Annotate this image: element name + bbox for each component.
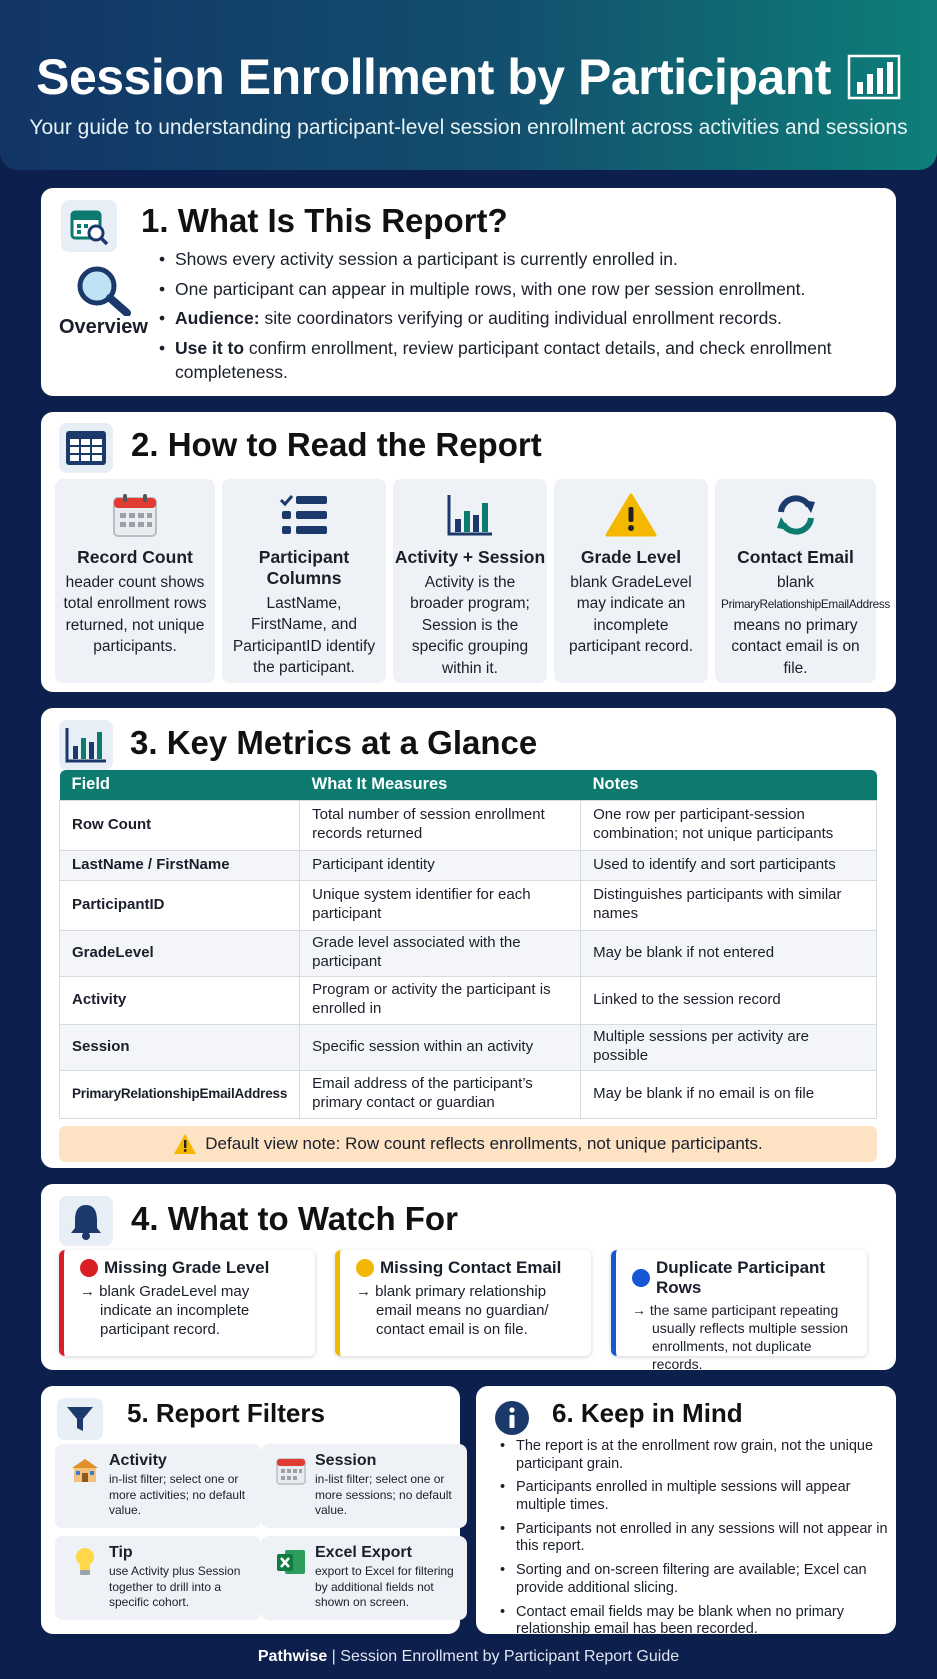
warning-icon — [605, 492, 657, 538]
keep-in-mind-list — [500, 1438, 890, 1645]
footer-brand: Pathwise — [257, 1648, 328, 1665]
page-footer — [0, 1648, 937, 1666]
calendar-icon — [112, 492, 158, 538]
tile-participant-columns — [222, 479, 386, 683]
column-header: Notes — [581, 770, 877, 800]
tile-text: Activity is the broader program; Session is the specific grouping within it. — [410, 574, 530, 677]
column-header: What It Measures — [300, 770, 581, 800]
filter-icon — [57, 1398, 103, 1440]
watch-missing-email: Missing Contact Email → blank primary relationship email means no guardian/ contact email is on file. — [335, 1250, 591, 1356]
bell-icon — [59, 1196, 113, 1246]
page-title: Session Enrollment by Participant — [36, 49, 831, 105]
list-item: • Use it to confirm enrollment, review participant contact details, and check enrollment completeness. — [159, 337, 919, 384]
list-item: • Participants enrolled in multiple sessions will appear multiple times. — [500, 1479, 890, 1514]
filter-activity: Activity in-list filter; select one or more activities; no default value. — [55, 1444, 261, 1528]
section-keep-in-mind — [476, 1386, 896, 1638]
section-title: 6. Keep in Mind — [552, 1398, 743, 1428]
tile-title: Activity + Session — [394, 547, 546, 567]
tile-activity-session — [393, 479, 547, 683]
bar-chart-icon — [446, 493, 494, 537]
section-what-is — [41, 188, 896, 396]
red-dot-icon — [80, 1259, 98, 1277]
what-is-list — [159, 248, 919, 390]
tile-title: Contact Email — [737, 547, 854, 567]
tile-title: Record Count — [77, 547, 193, 567]
list-item: • One participant can appear in multiple rows, with one row per session enrollment. — [159, 278, 919, 302]
tile-text: header count shows total enrollment rows returned, not unique participants. — [63, 574, 207, 656]
list-item: • Participants not enrolled in any sessions will not appear in this report. — [500, 1521, 890, 1556]
section-key-metrics — [41, 708, 896, 1168]
read-tiles — [55, 479, 891, 683]
calendar-search-icon — [61, 200, 117, 252]
footer-text: | Session Enrollment by Participant Report Guide — [327, 1648, 680, 1665]
page-header — [0, 0, 937, 170]
section-report-filters — [41, 1386, 460, 1634]
list-icon — [279, 493, 329, 537]
tile-text: blank GradeLevel may indicate an incomplete participant record. — [568, 574, 694, 656]
list-item: • Shows every activity session a participant is currently enrolled in. — [159, 248, 919, 272]
table-row: LastName / FirstName Participant identity Used to identify and sort participants — [60, 850, 877, 880]
section-title: 3. Key Metrics at a Glance — [130, 724, 538, 761]
bar-chart-icon — [59, 720, 113, 770]
tile-text: blank PrimaryRelationshipEmailAddress means no primary contact email is on file. — [721, 574, 891, 677]
section-how-to-read — [41, 412, 896, 692]
column-header: Field — [60, 770, 300, 800]
table-row: PrimaryRelationshipEmailAddress Email address of the participant’s primary contact or guardian May be blank if no email is on file — [60, 1070, 877, 1118]
section-title: 5. Report Filters — [127, 1398, 325, 1428]
filter-session: Session in-list filter; select one or more sessions; no default value. — [261, 1444, 467, 1528]
filter-tip: Tip use Activity plus Session together to drill into a specific cohort. — [55, 1536, 261, 1620]
bar-chart-icon — [847, 54, 901, 100]
info-icon — [494, 1400, 530, 1436]
tile-title: Grade Level — [580, 547, 682, 567]
yellow-dot-icon — [356, 1259, 374, 1277]
magnifier-icon — [73, 264, 133, 316]
tile-grade-level — [554, 479, 708, 683]
table-row: Row Count Total number of session enrollment records returned One row per participant-session combination; not unique participants — [60, 800, 877, 850]
watch-missing-grade: Missing Grade Level → blank GradeLevel may indicate an incomplete participant record. — [59, 1250, 315, 1356]
excel-icon — [276, 1547, 306, 1577]
watch-duplicate-rows: Duplicate Participant Rows → the same participant repeating usually reflects multiple session enrollments, not duplicate records. — [611, 1250, 867, 1356]
calendar-icon — [276, 1455, 306, 1485]
table-row: ParticipantID Unique system identifier for each participant Distinguishes participants with similar names — [60, 880, 877, 930]
list-item: • Audience: site coordinators verifying or auditing individual enrollment records. — [159, 307, 919, 331]
metrics-table — [59, 770, 877, 1119]
blue-dot-icon — [632, 1269, 650, 1287]
page-subtitle: Your guide to understanding participant-level session enrollment across activities and sessions — [29, 116, 908, 139]
warning-icon — [173, 1133, 197, 1155]
page-title-row — [36, 48, 901, 106]
overview-label: Overview — [59, 316, 148, 338]
tile-title: Participant Columns — [258, 547, 350, 588]
section-watch-for — [41, 1184, 896, 1370]
list-item: • The report is at the enrollment row grain, not the unique participant grain. — [500, 1438, 890, 1473]
table-icon — [59, 423, 113, 473]
table-row: GradeLevel Grade level associated with the participant May be blank if not entered — [60, 930, 877, 976]
section-title: 4. What to Watch For — [131, 1200, 458, 1237]
table-header-row — [60, 770, 877, 800]
tile-record-count — [55, 479, 215, 683]
default-view-note: Default view note: Row count reflects enrollments, not unique participants. — [59, 1126, 877, 1162]
refresh-icon — [773, 492, 819, 538]
tile-text: LastName, FirstName, and ParticipantID identify the participant. — [232, 595, 376, 677]
school-icon — [70, 1456, 100, 1484]
list-item: • Sorting and on-screen filtering are available; Excel can provide additional slicing. — [500, 1562, 890, 1597]
section-title: 1. What Is This Report? — [141, 202, 508, 239]
list-item: • Contact email fields may be blank when no primary relationship email has been recorded. — [500, 1604, 890, 1639]
table-row: Session Specific session within an activity Multiple sessions per activity are possible — [60, 1024, 877, 1070]
filter-excel-export: Excel Export export to Excel for filtering by additional fields not shown on screen. — [261, 1536, 467, 1620]
section-title: 2. How to Read the Report — [131, 426, 542, 463]
table-row: Activity Program or activity the participant is enrolled in Linked to the session record — [60, 976, 877, 1024]
lightbulb-icon — [73, 1546, 97, 1578]
tile-contact-email — [715, 479, 891, 683]
